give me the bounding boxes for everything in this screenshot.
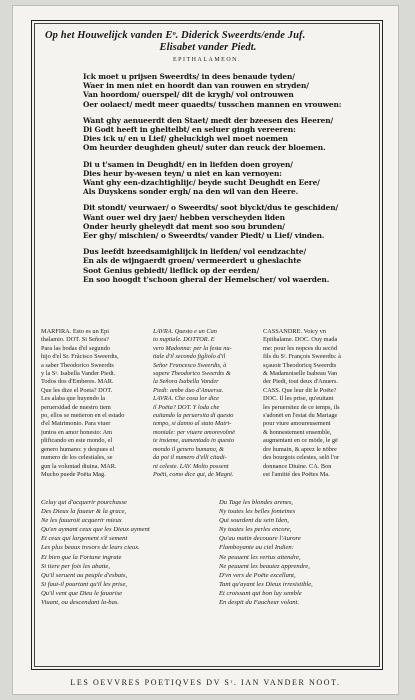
dialogue-line: Les alaba que huyendo la [41, 395, 105, 403]
dialogue-line: Que les dize el Poeta? DOT. [41, 386, 113, 394]
dialogue-line: Mucho puede Poëta Mag. [41, 470, 106, 478]
dialogue-line: der Piedt, tout deux d'Anuers. [263, 378, 338, 386]
verse-line: Dus leefdt bzeedsamighlijck in liefden/ vol eendzachte/ [83, 247, 307, 257]
verse-line: Ne peuuent les beautez apprendre, [219, 562, 310, 570]
dialogue-line: thalamio. DOT. Si Señora? [41, 336, 109, 344]
verse-line: Et bien que la Fortune ingrate [41, 553, 122, 561]
verse-line: Qu'il seruent au peuple d'esbats, [41, 571, 128, 579]
dutch-stanza [83, 203, 383, 240]
dialogue-line: to nuptiale. DOTTOR. E [153, 336, 215, 344]
dialogue-line: il Poëta? DOT. Y loda che [153, 403, 220, 411]
verse-line: Als Duyskens sonder ergh/ na den wil van den Heere. [83, 187, 299, 197]
verse-line: D'vn vers de Poëte excellant, [219, 571, 296, 579]
verse-line: Celuy qui d'acquerir pourchasse [41, 499, 127, 506]
dialogue-line: CASSANDRE. Voicy vn [263, 328, 326, 335]
dialogue-line: augmentant en ce mōde, le gē [263, 437, 338, 445]
dialogue-line: dre humain, & aprez le nōbre [263, 445, 337, 453]
verse-line: Tant qu'ayant les Dieux irresistible, [219, 580, 313, 588]
verse-line: En soo hoogdt t'schoon gheral der Hemelscher/ vol waerden. [83, 274, 330, 284]
dialogue-line: gun la voluntad diuina. MAR. [41, 462, 117, 470]
dialogue-line: donnance Diuine. CA. Bon [263, 462, 332, 470]
dialogue-line: & honnestement ensemble, [263, 428, 332, 436]
dialogue-line: peruersidad de nuestro tiem [41, 403, 111, 411]
dialogue-line: po, ellos se metieron en el estado [41, 412, 125, 420]
page-border [31, 20, 383, 670]
dialogue-line: me: pour les nopces du secōd [263, 344, 337, 352]
dutch-stanza [83, 160, 383, 197]
verse-line: Qu'au matin decouure l'Aurore [219, 535, 301, 543]
verse-line: En despit du Faucheur volant. [219, 599, 300, 607]
dialogue-line: & Madamoiselle Isabeau Van [263, 370, 338, 378]
verse-line: Dit stondt/ veurwaer/ o Sweerdts/ soot blyckt/dus te geschiden/ [83, 203, 339, 213]
dutch-verse [83, 72, 383, 291]
french-dialogue-column [263, 328, 373, 479]
dutch-stanza [83, 247, 383, 284]
italian-dialogue-column [153, 328, 255, 479]
verse-line: Et croissant qui bon luy semble [219, 589, 302, 597]
dialogue-line: Para las bodas d'el segundo [41, 344, 110, 352]
verse-line: Si faut-il pourtant qu'il les prise, [41, 580, 128, 588]
verse-line: Ne les fauuroit acquerir mieux [41, 517, 122, 525]
dialogue-line: Poëti, como dice qui, de Magni. [153, 470, 234, 478]
title-line-1: Op het Houwelijck vanden Eᵒ. Diderick Sweerdts/ende Juf. [45, 30, 306, 41]
epithalamion-heading: EPITHALAMEON. [173, 57, 241, 63]
dutch-stanza [83, 72, 383, 109]
french-verse-right-column [219, 498, 379, 607]
dialogue-line: numero de los celestiales, se [41, 454, 113, 462]
dialogue-line: CASS. Que leur dit le Poëte? [263, 386, 337, 394]
dialogue-line: juntos en amor honesto: Am [41, 428, 113, 436]
dialogue-line: la Señora Isabella Vander [153, 378, 219, 386]
verse-line: Viuant, ou descendant la-bas. [41, 599, 120, 607]
dialogue-line: moniale: per viuere amorevolmē [153, 428, 235, 436]
verse-line: Di u t'samen in Deughdt/ en in liefden doen groyen/ [83, 159, 293, 169]
verse-line: Want ouer wel dry jaer/ hebben verscheyden liden [83, 212, 285, 222]
dialogue-line: LAVRA. Questo e un Can [153, 328, 217, 335]
dialogue-line: s'adonēt en l'estat du Mariage [263, 412, 338, 420]
verse-line: Des Dieux la faueur & la grace, [41, 508, 127, 516]
dialogue-line: vero Madonna: per la festa nu- [153, 344, 232, 352]
dialogue-line: Piedt: ambe duo d'Anuersa. [153, 386, 224, 394]
verse-line: Dies heur by-wesen teyn/ u niet en kan vernoyen: [83, 168, 282, 178]
dialogue-line: a saber Theodorico Sweerdts [41, 361, 114, 369]
verse-line: Dies ick u/ en u Lief/ gheluckigh wel moet noemen [83, 134, 288, 144]
dialogue-line: sçauoir Theodoricq Sweerdts [263, 361, 337, 369]
french-verse-left-column [41, 498, 201, 607]
verse-line: Qu'il vent que Dieu le fauorise [41, 589, 123, 597]
verse-line: Onder heurly gheleydt dat ment soo sou brunden/ [83, 221, 285, 231]
verse-line: Ny toutes les belles fonteines [219, 508, 296, 516]
verse-line: Si tiere per fois les abatte, [41, 562, 110, 570]
dialogue-line: les peruersitez de ce temps, ils [263, 403, 340, 411]
verse-line: Qu'en aymant ceux que les Dieux ayment [41, 526, 150, 534]
inner-border [34, 23, 380, 667]
verse-line: Want ghy aenueerdt den Staet/ medt der bzeesen des Heeren/ [83, 115, 334, 125]
dialogue-line: LAVRA. Che cosa lor dice [153, 395, 219, 403]
dialogue-line: Epithalame. DOC. Ouy mada [263, 336, 338, 344]
spanish-dialogue-column [41, 328, 145, 479]
verse-line: Qui sourdent du sein Iden, [219, 517, 289, 525]
dialogue-line: est l'amitié des Poëtes Ma. [263, 470, 330, 478]
verse-line: Om heurder deughden gheut/ suter dan reuck der bloemen. [83, 143, 326, 153]
verse-line: Want ghy een-dzachtighlijc/ beyde sucht Deughdt en Eere/ [83, 178, 320, 188]
dialogue-line: y la Sᵃ. Isabella Vander Piedt. [41, 370, 116, 378]
dialogue-line: euitando la peruersita di questo [153, 412, 234, 420]
verse-line: Du Tage les blondes arenes, [219, 499, 294, 506]
verse-line: Oer oolaect/ medt meer quaedts/ tusschen mannen en vrouwen: [83, 99, 342, 109]
dialogue-line: da poi il numero d'elli citadi- [153, 454, 227, 462]
title-line-2: Elisabet vander Piedt. [159, 42, 257, 53]
dialogue-line: Todos dos d'Emberes. MAR. [41, 378, 114, 386]
dialogue-line: d'el Matrimonio. Para viuer [41, 420, 111, 428]
verse-line: Van hoordom/ ouerspel/ dit de krygh/ vol ontrouwen [83, 90, 294, 100]
verse-line: Ne peuuent les vertus attendre, [219, 553, 301, 561]
dialogue-line: pour viure amoureusement [263, 420, 331, 428]
dialogue-line: fils du Sʳ. François Sweerdts: à [263, 353, 341, 361]
document-page [13, 6, 398, 694]
dialogue-line: tempo, si danno al stato Matri- [153, 420, 232, 428]
dialogue-columns [41, 328, 373, 478]
verse-line: Di Godt heeft in gheltelbt/ en seluer gingh vereeren: [83, 125, 296, 135]
dialogue-line: DOC. Il les prise, qu'euitant [263, 395, 334, 403]
dialogue-line: plificando en este mondo, el [41, 437, 113, 445]
dutch-stanza [83, 116, 383, 153]
verse-line: En als de wijngaerdt groen/ vermeerdert u gheslachte [83, 256, 302, 266]
verse-line: Les plus beaux tresors de leurs cieux. [41, 544, 140, 552]
verse-line: Eer ghy/ mischien/ o Sweerdts/ vander Piedt/ u Lief/ vinden. [83, 231, 325, 241]
dialogue-line: te insieme, aumentado in questo [153, 437, 234, 445]
verse-line: Waer in men niet en hoordt dan van rouwen en stryden/ [83, 81, 309, 91]
poem-title [45, 30, 371, 54]
dialogue-line: Señor Francesco Sweerdts, à [153, 361, 227, 369]
verse-line: Soot Genius gebiedt/ lieflick op der eerden/ [83, 265, 260, 275]
dialogue-line: mondo il genero humano, & [153, 445, 224, 453]
dialogue-line: ni celeste. LAV. Molto possent [153, 462, 229, 470]
dialogue-line: des bourgois celestes, selō l'or [263, 454, 340, 462]
verse-line: Ick moet u prijsen Sweerdts/ in dees benaude tyden/ [83, 72, 295, 81]
dialogue-line: genero humano: y despues el [41, 445, 115, 453]
verse-line: Flamboyante au ciel Indien: [219, 544, 294, 552]
dialogue-line: sapere Theodorico Sweerdts & [153, 370, 231, 378]
verse-line: Et ceux qui largement s'ě sement [41, 535, 128, 543]
dialogue-line: hijo d'el Sr. Frãcisco Sweerdts, [41, 353, 119, 361]
running-footer: LES OEVVRES POETIQVES DV Sʳ. IAN VANDER NOOT. [70, 678, 341, 687]
dialogue-line: MARFIRA. Esto es un Epi [41, 328, 110, 335]
verse-line: Ny toutes les perles encore, [219, 526, 292, 534]
dialogue-line: tiale d'il secondo figliolo d'il [153, 353, 226, 361]
